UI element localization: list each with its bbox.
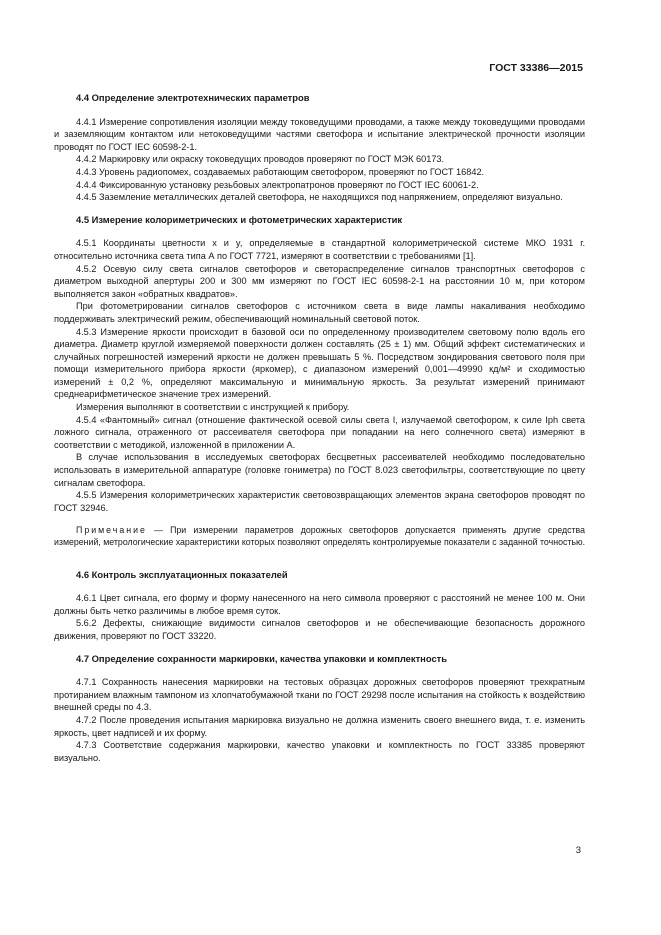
paragraph: 4.4.1 Измерение сопротивления изоляции между токоведущими проводами, а также между токоведущими проводами и заземляющим контактом или нетоковедущими частями светофора и испытание электрической прочности изоляции проводят по ГОСТ IEC 60598-2-1.	[54, 116, 585, 152]
document-id: ГОСТ 33386—2015	[489, 62, 583, 74]
note-text: — При измерении параметров дорожных светофоров допускается применять другие средства измерений, метрологические характеристики которых позволяют определять контролируемые показатели с заданной точностью.	[54, 525, 586, 547]
paragraph: 4.7.2 После проведения испытания маркировка визуально не должна изменить своего внешнего вида, т. е. изменить яркость, цвет надписей и их форму.	[54, 714, 585, 738]
section-title: 4.6 Контроль эксплуатационных показателей	[76, 568, 288, 580]
section-title: 4.7 Определение сохранности маркировки, качества упаковки и комплектность	[76, 652, 448, 664]
paragraph: 4.5.2 Осевую силу света сигналов светофоров и светораспределение сигналов транспортных светофоров с диаметром выходной апертуры 200 и 300 мм измеряют по ГОСТ IEC 60598-2-1 на расстоянии 10 м, при котором выполняется закон «обратных квадратов».	[54, 263, 585, 299]
paragraph: 5.6.2 Дефекты, снижающие видимости сигналов светофоров и не обеспечивающие безопасность дорожного движения, проверяют по ГОСТ 33220.	[54, 618, 585, 641]
paragraph: 4.6.1 Цвет сигнала, его форму и форму нанесенного на него символа проверяют с расстояний не менее 100 м. Они должны быть четко различимы в любое время суток.	[54, 593, 585, 616]
paragraph: 4.5.3 Измерение яркости происходит в базовой оси по определенному производителем световому полю вдоль его диаметра. Диаметр круглой измеряемой поверхности должен составлять (25 ± 1) мм. Общий эффект систематических и случайных погрешностей измерений яркости не должен превышать 5 %. Посредством зондирования светового поля при помощи измерительного прибора яркости (яркомер), с диапазоном измерений 0,001—49990 кд/м² и сходимостью измерений ± 0,2 %, определяют максимальную и минимальную яркость. За результат измерений принимают среднеарифметическое значение трех измерений.	[54, 326, 585, 400]
section-4-4	[54, 92, 585, 204]
paragraph: Измерения выполняют в соответствии с инструкцией к прибору.	[76, 402, 350, 413]
paragraph: 4.4.4 Фиксированную установку резьбовых электропатронов проверяют по ГОСТ IEC 60061-2.	[76, 179, 479, 190]
section-4-7	[54, 653, 585, 765]
paragraph: 4.7.3 Соответствие содержания маркировки, качество упаковки и комплектность по ГОСТ 33385 проверяют визуально.	[54, 740, 585, 763]
paragraph: В случае использования в исследуемых светофорах бесцветных рассеивателей необходимо последовательно использовать в измерительной аппаратуре (головке гониметра) по ГОСТ 8.023 светофильтры, соответствующие по цвету сигналам светофора.	[54, 452, 585, 488]
paragraph: 4.4.2 Маркировку или окраску токоведущих проводов проверяют по ГОСТ МЭК 60173.	[76, 154, 445, 165]
section-4-5	[54, 214, 585, 549]
page-number: 3	[575, 845, 581, 856]
paragraph: 4.7.1 Сохранность нанесения маркировки на тестовых образцах дорожных светофоров проверяют трехкратным протиранием влажным тампоном из хлопчатобумажной ткани по ГОСТ 29298 после испытания на стойкость к воздействию внешней среды по 4.3.	[54, 677, 585, 713]
paragraph: 4.5.4 «Фантомный» сигнал (отношение фактической осевой силы света I, излучаемой светофором, к силе Iph света ложного сигнала, отраженного от рассеивателя светофора при попадании на него солнечного света) измеряют в соответствии с методикой, изложенной в приложении А.	[54, 414, 585, 450]
paragraph: 4.5.1 Координаты цветности x и y, определяемые в стандартной колориметрической системе МКО 1931 г. относительно источника света типа А по ГОСТ 7721, измеряют в соответствии с требованиями [1].	[54, 238, 585, 261]
document-body	[54, 92, 585, 764]
section-title: 4.4 Определение электротехнических параметров	[76, 92, 310, 103]
paragraph: При фотометрировании сигналов светофоров с источником света в виде лампы накаливания необходимо поддерживать электрический режим, обеспечивающий номинальный световой поток.	[54, 301, 585, 324]
section-title: 4.5 Измерение колориметрических и фотометрических характеристик	[76, 213, 403, 225]
paragraph: 4.4.3 Уровень радиопомех, создаваемых работающим светофором, проверяют по ГОСТ 16842.	[76, 166, 485, 177]
note	[54, 525, 585, 548]
note-label: Примечание	[76, 525, 147, 536]
section-4-6	[54, 569, 585, 643]
paragraph: 4.5.5 Измерения колориметрических характеристик световозвращающих элементов экрана светофоров проводят по ГОСТ 32946.	[54, 490, 585, 513]
paragraph: 4.4.5 Заземление металлических деталей светофора, не находящихся под напряжением, определяют визуально.	[76, 192, 563, 203]
